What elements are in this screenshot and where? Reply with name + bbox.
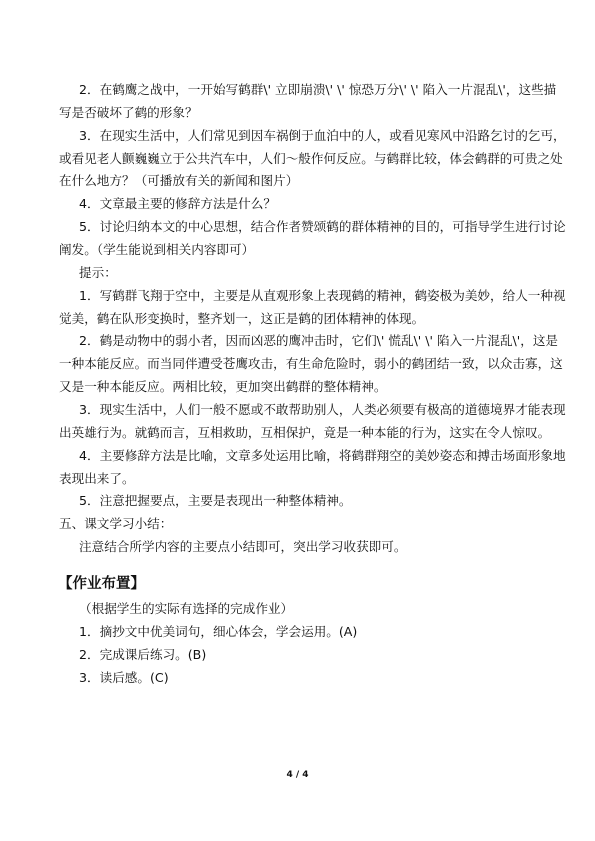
text-line: 3．现实生活中，人们一般不愿或不敢帮助别人，人类必须要有极高的道德境界才能表现 — [79, 402, 566, 417]
homework-item: 2．完成课后练习。(B) — [79, 647, 207, 662]
text-line: 3．在现实生活中，人们常见到因车祸倒于血泊中的人，或看见寒风中沿路乞讨的乞丐， — [79, 128, 566, 143]
text-line: 写是否破坏了鹤的形象？ — [59, 105, 198, 120]
text-line: 2．在鹤鹰之战中，一开始写鹤群\' 立即崩溃\' \' 惊恐万分\' \' 陷入一片混乱\'，这些描 — [79, 82, 557, 97]
text-line: 一种本能反应。而当同伴遭受苍鹰攻击，有生命危险时，弱小的鹤团结一致，以众击寡，这 — [59, 356, 563, 371]
text-line: 出英雄行为。就鹤而言，互相救助，互相保护，竟是一种本能的行为，这实在令人惊叹。 — [59, 425, 551, 440]
text-line: 4．主要修辞方法是比喻，文章多处运用比喻，将鹤群翔空的美妙姿态和搏击场面形象地 — [79, 448, 566, 463]
text-line: （根据学生的实际有选择的完成作业） — [79, 601, 294, 616]
text-line: 注意结合所学内容的主要点小结即可，突出学习收获即可。 — [79, 539, 407, 554]
text-line: 阐发。（学生能说到相关内容即可） — [59, 242, 255, 257]
text-line: 4．文章最主要的修辞方法是什么？ — [79, 196, 276, 211]
homework-item: 1．摘抄文中优美词句，细心体会，学会运用。(A) — [79, 624, 358, 639]
homework-heading: 【作业布置】 — [58, 576, 145, 592]
text-line: 表现出来了。 — [59, 471, 135, 486]
text-line: 5．注意把握要点，主要是表现出一种整体精神。 — [79, 493, 352, 508]
homework-item: 3．读后感。(C) — [79, 670, 169, 685]
section-title: 五、课文学习小结： — [59, 516, 173, 531]
text-line: 5．讨论归纳本文的中心思想，结合作者赞颂鹤的群体精神的目的，可指导学生进行讨论 — [79, 219, 566, 234]
page-number: 4 / 4 — [286, 770, 309, 780]
text-line: 在什么地方？（可播放有关的新闻和图片） — [59, 173, 299, 188]
text-line: 提示： — [79, 265, 117, 280]
text-line: 觉美，鹤在队形变换时，整齐划一，这正是鹤的团体精神的体现。 — [59, 311, 425, 326]
text-line: 或看见老人颤巍巍立于公共汽车中，人们～般作何反应。与鹤群比较，体会鹤群的可贵之处 — [59, 151, 563, 166]
text-line: 1．写鹤群飞翔于空中，主要是从直观形象上表现鹤的精神，鹤姿极为美妙，给人一种视 — [79, 288, 566, 303]
text-line: 2．鹤是动物中的弱小者，因而凶恶的鹰冲击时，它们\' 慌乱\' \' 陷入一片混乱\'，这是 — [79, 333, 559, 348]
text-line: 又是一种本能反应。两相比较，更加突出鹤群的整体精神。 — [59, 379, 387, 394]
